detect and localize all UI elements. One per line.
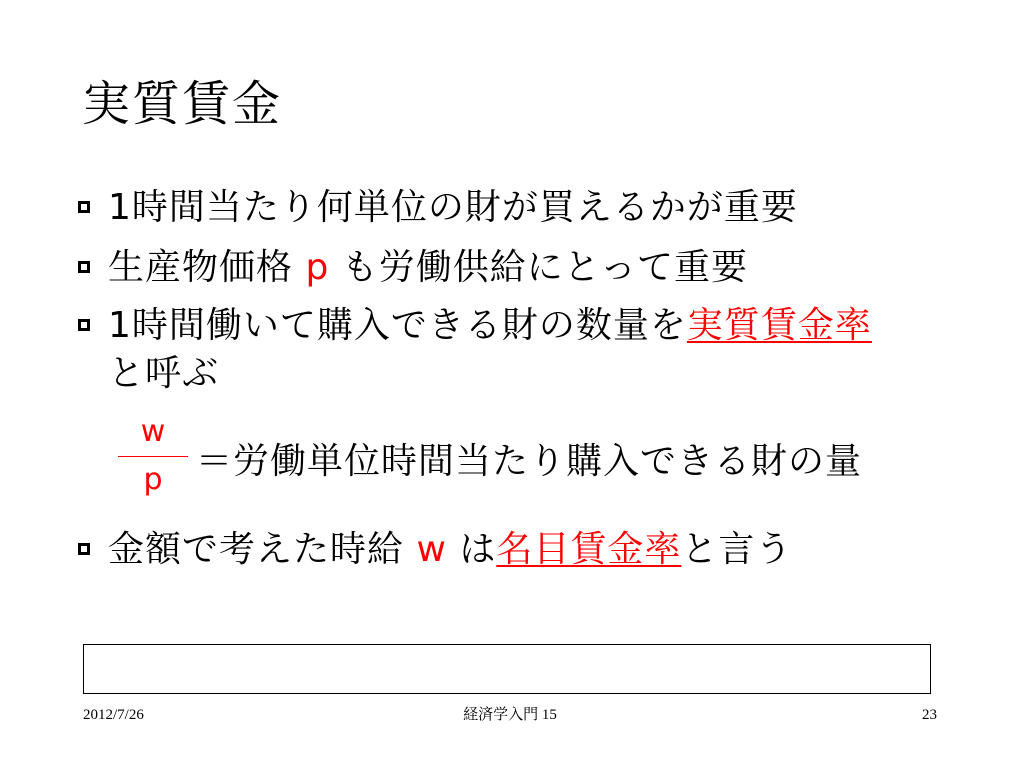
bullet-text: と呼ぶ <box>108 353 220 394</box>
footer-course: 経済学入門 15 <box>463 707 557 723</box>
wage-variable: w <box>416 529 447 570</box>
bullet-text: 生産物価格 <box>108 247 306 288</box>
bullet-text: 1時間働いて購入できる財の数量を <box>108 305 687 346</box>
square-bullet-icon <box>78 201 90 213</box>
wage-fraction <box>118 412 188 502</box>
key-term-real-wage-rate: 実質賃金率 <box>686 305 872 346</box>
fraction-numerator: w <box>140 414 166 449</box>
square-bullet-icon <box>78 319 90 331</box>
price-variable: p <box>305 247 330 288</box>
bullet-text: も労働供給にとって重要 <box>329 247 749 288</box>
fraction-definition: ＝労働単位時間当たり購入できる財の量 <box>196 441 863 482</box>
bullet-text: と言う <box>681 529 793 570</box>
fraction-denominator: p <box>143 462 163 497</box>
fraction-bar <box>118 456 188 457</box>
footer-page-number: 23 <box>922 707 937 723</box>
key-term-nominal-wage-rate: 名目賃金率 <box>496 529 682 570</box>
footer-date: 2012/7/26 <box>83 707 144 723</box>
bullet-text: 1時間当たり何単位の財が買えるかが重要 <box>108 187 798 228</box>
slide-title: 実質賃金 <box>82 76 283 132</box>
notes-box <box>83 644 931 694</box>
bullet-text: 金額で考えた時給 <box>108 529 417 570</box>
square-bullet-icon <box>78 543 90 555</box>
bullet-text: は <box>446 529 497 570</box>
square-bullet-icon <box>78 261 90 273</box>
